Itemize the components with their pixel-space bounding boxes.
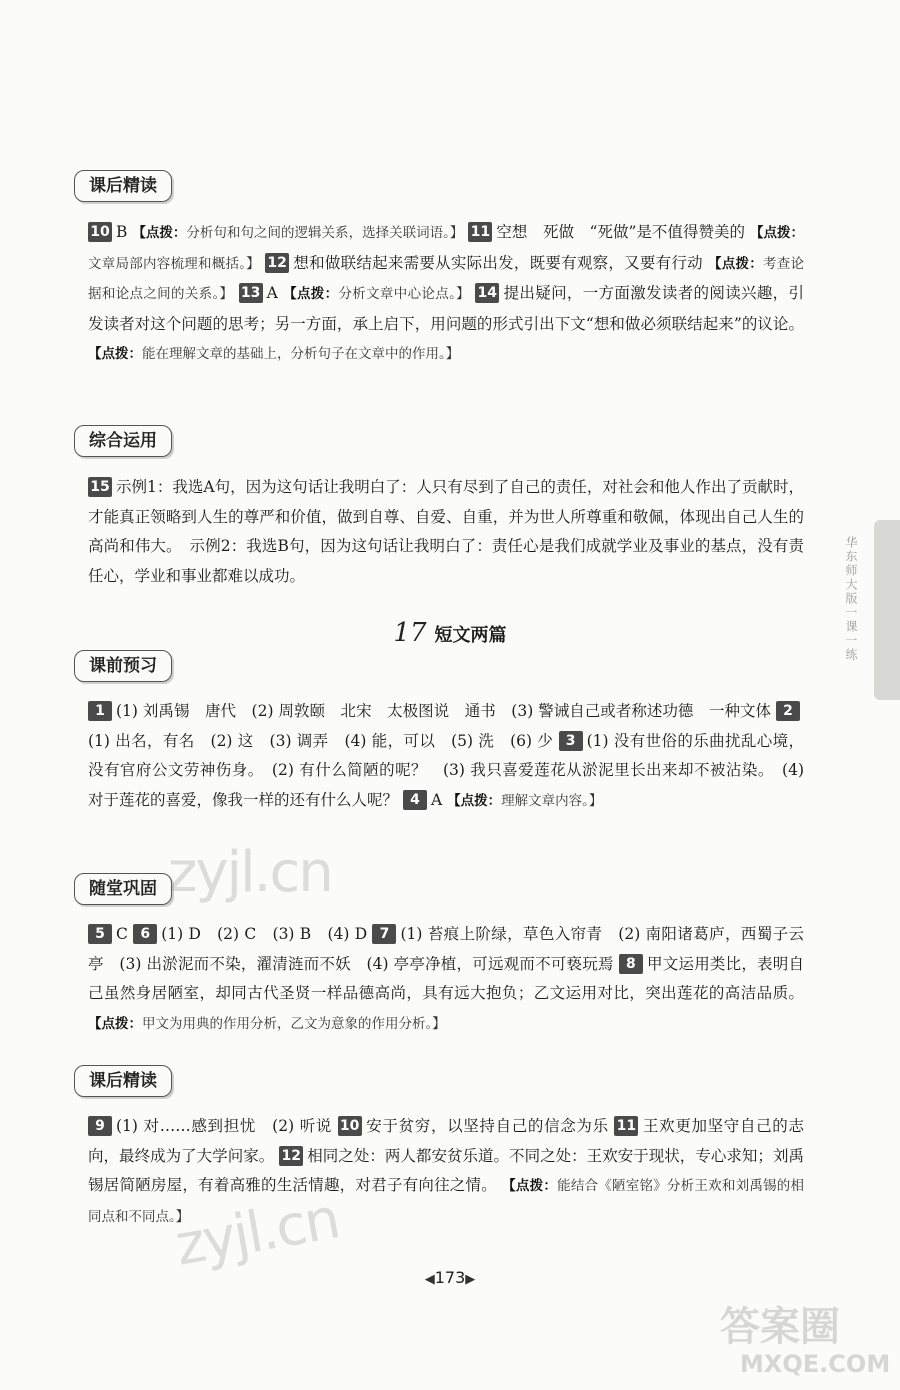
- question-number: 12: [265, 253, 289, 273]
- question-number: 6: [133, 924, 157, 944]
- question-number: 5: [88, 924, 112, 944]
- question-number: 13: [239, 283, 263, 303]
- lesson-title: [0, 618, 900, 648]
- left-triangle-icon: ◀: [424, 1272, 435, 1287]
- lesson-number: 17: [393, 618, 427, 648]
- right-triangle-icon: ▶: [465, 1272, 476, 1287]
- question-number: 14: [475, 283, 499, 303]
- hint: 【点拨：甲文为用典的作用分析，乙文为意象的作用分析。】: [88, 1015, 446, 1032]
- hint: 【点拨：能结合《陋室铭》分析王欢和刘禹锡的相同点和不同点。】: [88, 1178, 805, 1225]
- hint: 【点拨：文章局部内容梳理和概括。】: [88, 225, 805, 272]
- watermark: 答案圈: [720, 1304, 840, 1350]
- question-number: 11: [614, 1116, 638, 1136]
- answer-paragraph-4: 5 C 6 (1) D (2) C (3) B (4) D 7 (1) 苔痕上阶绿，草色入帘青 (2) 南阳诸葛庐，西蜀子云亭 (3) 出淤泥而不染，濯清涟而不妖 (4) 亭亭净植，可远观而不可亵玩焉 8 甲文运用类比，表明自己虽然身居陋室，却同古代圣贤一样品德高尚，具有远大抱负；乙文运用对比，突出莲花的高洁品质。 【点拨：甲文为用典的作用分析，乙文为意象的作用分析。】: [88, 925, 804, 1032]
- hint: 【点拨：分析句和句之间的逻辑关系，选择关联词语。】: [132, 225, 464, 241]
- hint: 【点拨：能在理解文章的基础上，分析句子在文章中的作用。】: [88, 346, 460, 362]
- side-tab: [874, 520, 900, 700]
- answer-paragraph-1: 10 B 【点拨：分析句和句之间的逻辑关系，选择关联词语。】 11 空想 死做 “死做”是不值得赞美的 【点拨：文章局部内容梳理和概括。】 12 想和做联结起来需要从实际出发，既要有观察，又要有行动 【点拨：考查论据和论点之间的关系。】 13 A 【点拨：分析文章中心论点。】 14 提出疑问，一方面激发读者的阅读兴趣，引发读者对这个问题的思考；另一方面，承上启下，用问题的形式引出下文“想和做必须联结起来”的议论。 【点拨：能在理解文章的基础上，分析句子在文章中的作用。】: [88, 223, 805, 362]
- hint: 【点拨：分析文章中心论点。】: [283, 286, 470, 302]
- section-tag-preview: 课前预习: [74, 650, 172, 682]
- question-number: 3: [559, 731, 583, 751]
- question-number: 15: [88, 477, 112, 497]
- lesson-name: 短文两篇: [434, 625, 507, 646]
- section-tag-after-class-reading: 课后精读: [74, 170, 172, 202]
- watermark: zyjl.cn: [168, 840, 332, 905]
- section-tag-after-class-reading-2: 课后精读: [74, 1065, 172, 1097]
- question-number: 4: [403, 790, 427, 810]
- watermark: zyjl.cn: [170, 1186, 344, 1279]
- question-number: 11: [468, 222, 492, 242]
- side-series-label: 华东师大版一课一练: [844, 536, 858, 662]
- answer-paragraph-2: 15 示例1：我选A句，因为这句话让我明白了：人只有尽到了自己的责任，对社会和他人作出了贡献时，才能真正领略到人生的尊严和价值，做到自尊、自爱、自重，并为世人所尊重和敬佩，体现出自己人生的高尚和伟大。 示例2：我选B句，因为这句话让我明白了：责任心是我们成就学业及事业的基点，没有责任心，学业和事业都难以成功。: [88, 478, 804, 585]
- watermark: MXQE.COM: [740, 1350, 891, 1378]
- question-number: 8: [619, 954, 643, 974]
- hint: 【点拨：理解文章内容。】: [447, 792, 603, 809]
- question-number: 7: [372, 924, 396, 944]
- question-number: 2: [776, 701, 800, 721]
- hint: 【点拨：考查论据和论点之间的关系。】: [88, 255, 805, 302]
- section-tag-in-class-consolidation: 随堂巩固: [74, 873, 172, 905]
- section-tag-comprehensive-use: 综合运用: [74, 425, 172, 457]
- page-number: ◀173▶: [424, 1268, 476, 1287]
- question-number: 12: [279, 1146, 303, 1166]
- question-number: 1: [88, 701, 112, 721]
- question-number: 10: [88, 222, 112, 242]
- question-number: 9: [88, 1116, 112, 1136]
- answer-paragraph-3: 1 (1) 刘禹锡 唐代 (2) 周敦颐 北宋 太极图说 通书 (3) 警诫自己或者称述功德 一种文体 2(1) 出名，有名 (2) 这 (3) 调弄 (4) 能，可以 (5) 洗 (6) 少 3 (1) 没有世俗的乐曲扰乱心境，没有官府公文劳神伤身。 (2) 有什么简陋的呢？ (3) 我只喜爱莲花从淤泥里长出来却不被沾染。 (4) 对于莲花的喜爱，像我一样的还有什么人呢？ 4 A 【点拨：理解文章内容。】: [88, 702, 804, 809]
- question-number: 10: [338, 1116, 362, 1136]
- answer-paragraph-5: 9 (1) 对……感到担忧 (2) 听说 10 安于贫穷，以坚持自己的信念为乐 11 王欢更加坚守自己的志向，最终成为了大学问家。 12 相同之处：两人都安贫乐道。不同之处：王欢安于现状，专心求知；刘禹锡居简陋房屋，有着高雅的生活情趣，对君子有向往之情。 【点拨：能结合《陋室铭》分析王欢和刘禹锡的相同点和不同点。】: [88, 1117, 805, 1225]
